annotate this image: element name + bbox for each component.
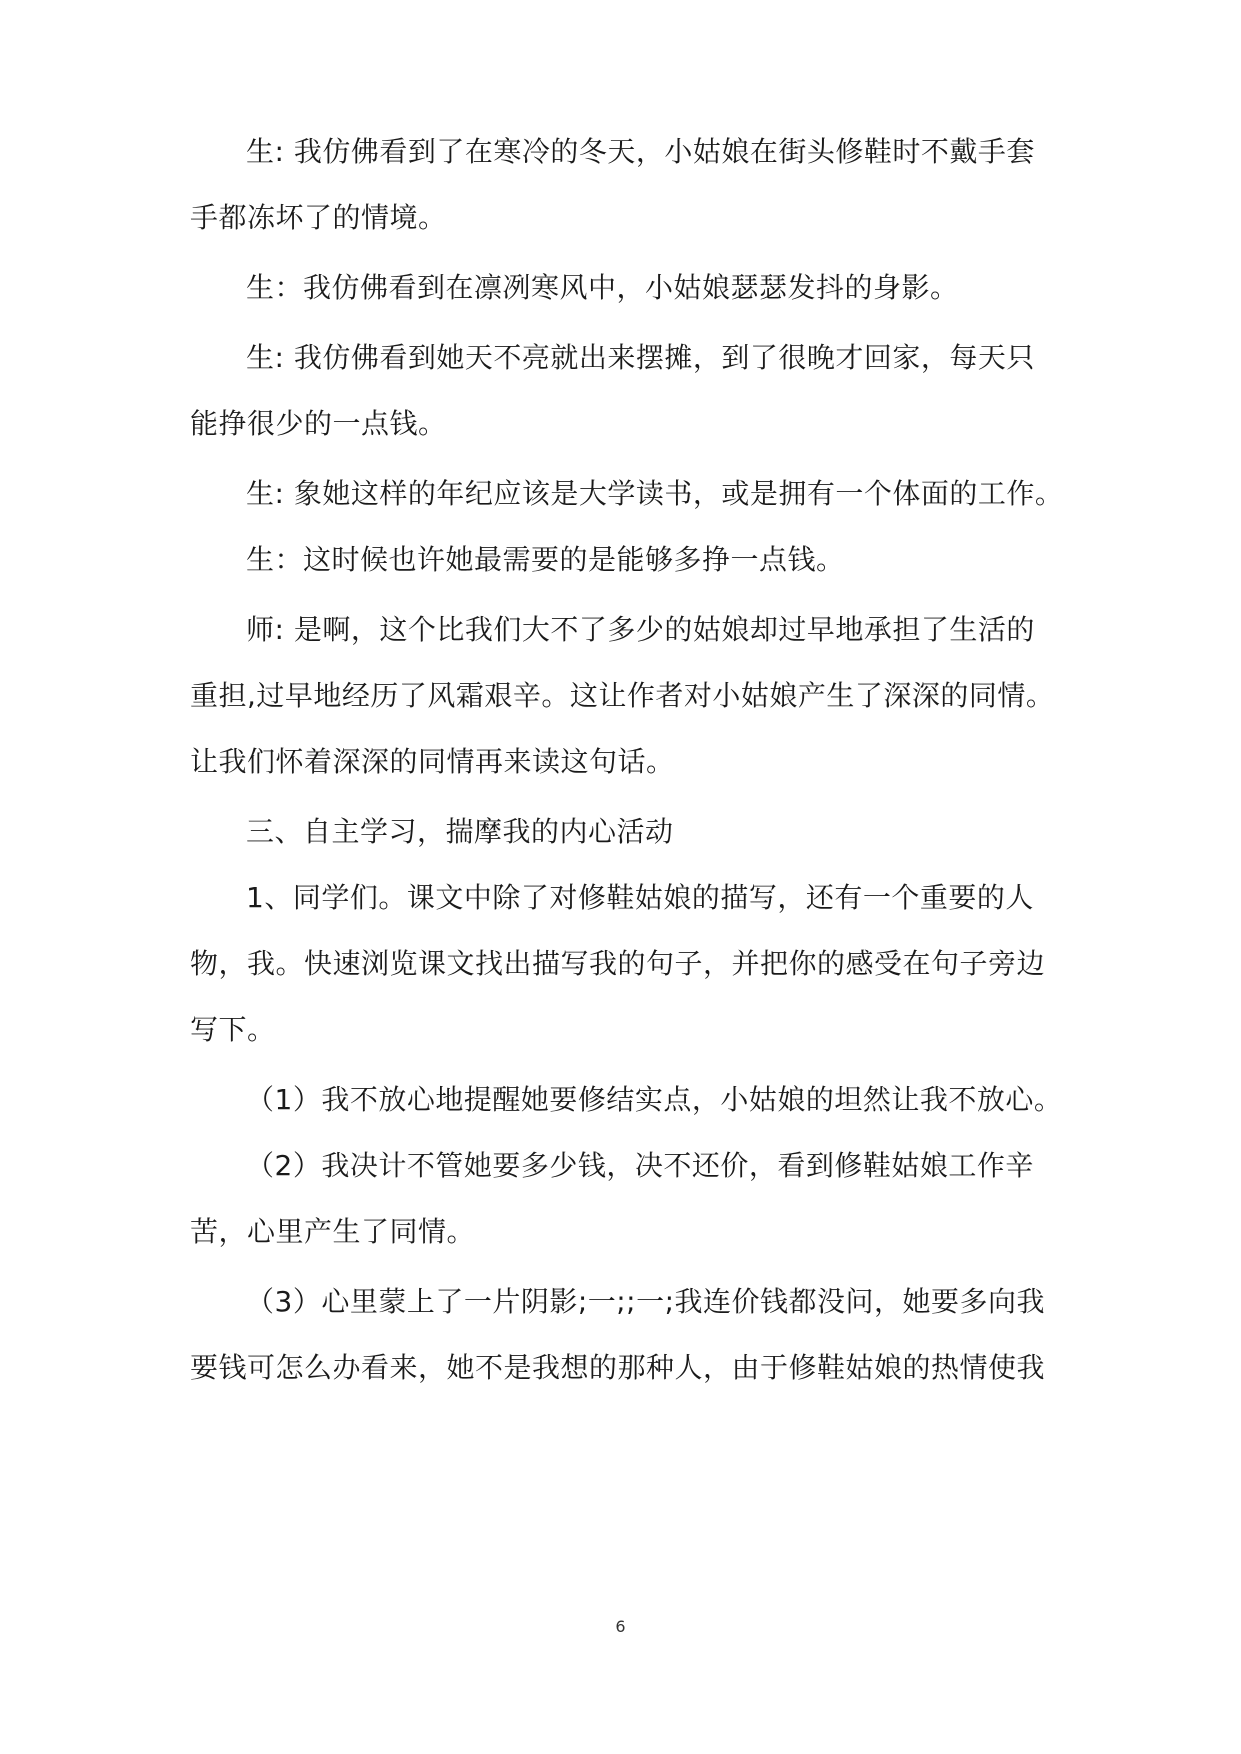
- paragraph-1-line-1: 生: 我仿佛看到了在寒冷的冬天，小姑娘在街头修鞋时不戴手套: [246, 135, 1035, 168]
- paragraph-1-line-2: 手都冻坏了的情境。: [190, 201, 447, 234]
- paragraph-10-line-2: 苦，心里产生了同情。: [190, 1215, 476, 1248]
- paragraph-3-line-2: 能挣很少的一点钱。: [190, 407, 447, 440]
- paragraph-6-line-2: 重担,过早地经历了风霜艰辛。这让作者对小姑娘产生了深深的同情。: [190, 679, 1055, 712]
- paragraph-8-line-2: 物，我。快速浏览课文找出描写我的句子，并把你的感受在句子旁边: [190, 947, 1046, 980]
- paragraph-11-line-2: 要钱可怎么办看来，她不是我想的那种人，由于修鞋姑娘的热情使我: [190, 1351, 1046, 1384]
- paragraph-5-line-1: 生：这时候也许她最需要的是能够多挣一点钱。: [246, 543, 845, 576]
- paragraph-4-line-1: 生: 象她这样的年纪应该是大学读书，或是拥有一个体面的工作。: [246, 477, 1064, 510]
- paragraph-2-line-1: 生：我仿佛看到在凛冽寒风中，小姑娘瑟瑟发抖的身影。: [246, 271, 959, 304]
- paragraph-11-line-1: （3）心里蒙上了一片阴影;一;;一;我连价钱都没问，她要多向我: [246, 1285, 1046, 1318]
- paragraph-8-line-3: 写下。: [190, 1013, 276, 1046]
- page-number: 6: [615, 1617, 626, 1636]
- paragraph-10-line-1: （2）我决计不管她要多少钱，决不还价，看到修鞋姑娘工作辛: [246, 1149, 1034, 1182]
- paragraph-7-line-1: 三、自主学习，揣摩我的内心活动: [246, 815, 674, 848]
- paragraph-6-line-3: 让我们怀着深深的同情再来读这句话。: [190, 745, 675, 778]
- paragraph-3-line-1: 生: 我仿佛看到她天不亮就出来摆摊，到了很晚才回家，每天只: [246, 341, 1035, 374]
- paragraph-6-line-1: 师: 是啊，这个比我们大不了多少的姑娘却过早地承担了生活的: [246, 613, 1035, 646]
- paragraph-9-line-1: （1）我不放心地提醒她要修结实点，小姑娘的坦然让我不放心。: [246, 1083, 1063, 1116]
- paragraph-8-line-1: 1、同学们。课文中除了对修鞋姑娘的描写，还有一个重要的人: [246, 881, 1034, 914]
